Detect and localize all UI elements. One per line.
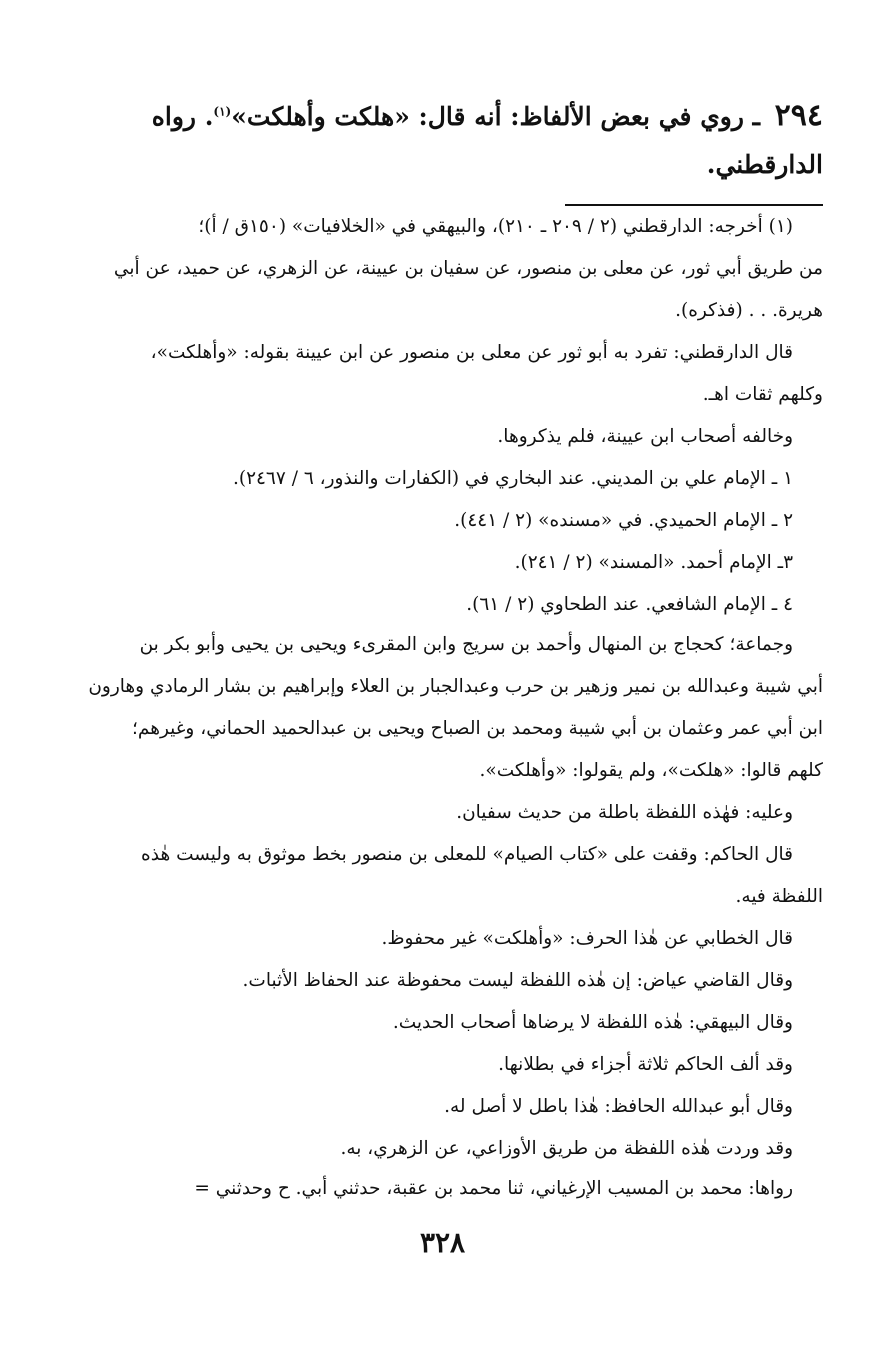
- footnote-line: أبي شيبة وعبدالله بن نمير وزهير بن حرب وعبدالجبار بن العلاء وإبراهيم بن بشار الرمادي وهارون: [88, 676, 823, 697]
- footnote-line: وكلهم ثقات اهـ.: [702, 384, 823, 405]
- footnote-line: هريرة. . . (فذكره).: [675, 300, 823, 321]
- footnote-line: ٣ـ الإمام أحمد. «المسند» (٢ / ٢٤١).: [514, 552, 793, 573]
- hadith-heading-line-2: الدارقطني.: [706, 150, 823, 179]
- footnote-line: ١ ـ الإمام علي بن المديني. عند البخاري في (الكفارات والنذور، ٦ / ٢٤٦٧).: [232, 468, 793, 489]
- footnote-line: وجماعة؛ كحجاج بن المنهال وأحمد بن سريج وابن المقرىء ويحيى بن يحيى وأبو بكر بن: [139, 634, 793, 655]
- footnote-line: كلهم قالوا: «هلكت»، ولم يقولوا: «وأهلكت».: [479, 760, 823, 781]
- footnote-line: وقد ألف الحاكم ثلاثة أجزاء في بطلانها.: [498, 1054, 793, 1075]
- footnote-line: ٤ ـ الإمام الشافعي. عند الطحاوي (٢ / ٦١).: [466, 594, 793, 615]
- footnote-line: وخالفه أصحاب ابن عيينة، فلم يذكروها.: [497, 426, 793, 447]
- page-number: ٣٢٨: [419, 1226, 466, 1259]
- footnote-line: من طريق أبي ثور، عن معلى بن منصور، عن سفيان بن عيينة، عن الزهري، عن حميد، عن أبي: [113, 258, 823, 279]
- footnote-line: (١) أخرجه: الدارقطني (٢ / ٢٠٩ ـ ٢١٠)، والبيهقي في «الخلافيات» (١٥٠ق / أ)؛: [198, 216, 793, 237]
- hadith-text-end: . رواه: [151, 102, 214, 131]
- footnote-reference: (١): [213, 104, 232, 119]
- footnote-line: وعليه: فهٰذه اللفظة باطلة من حديث سفيان.: [456, 802, 793, 823]
- footnote-line: ٢ ـ الإمام الحميدي. في «مسنده» (٢ / ٤٤١).: [454, 510, 793, 531]
- footnote-line: قال الحاكم: وقفت على «كتاب الصيام» للمعلى بن منصور بخط موثوق به وليست هٰذه: [141, 844, 793, 865]
- footnote-line: ابن أبي عمر وعثمان بن أبي شيبة ومحمد بن الصباح ويحيى بن عبدالحميد الحماني، وغيرهم؛: [132, 718, 823, 739]
- footnote-line: وقال القاضي عياض: إن هٰذه اللفظة ليست محفوظة عند الحفاظ الأثبات.: [242, 970, 793, 991]
- footnote-line: قال الدارقطني: تفرد به أبو ثور عن معلى بن منصور عن ابن عيينة بقوله: «وأهلكت»،: [150, 342, 793, 363]
- hadith-heading: [152, 98, 823, 133]
- footnote-line: وقال البيهقي: هٰذه اللفظة لا يرضاها أصحاب الحديث.: [392, 1012, 793, 1033]
- footnote-line: قال الخطابي عن هٰذا الحرف: «وأهلكت» غير محفوظ.: [381, 928, 793, 949]
- footnote-line: رواها: محمد بن المسيب الإرغياني، ثنا محمد بن عقبة، حدثني أبي. ح وحدثني =: [194, 1178, 793, 1199]
- hadith-text: ـ روي في بعض الألفاظ: أنه قال: «هلكت وأهلكت»: [231, 102, 760, 131]
- footnote-line: اللفظة فيه.: [735, 886, 823, 907]
- footnote-line: وقال أبو عبدالله الحافظ: هٰذا باطل لا أصل له.: [444, 1096, 793, 1117]
- footnote-separator: [565, 204, 823, 206]
- footnote-line: وقد وردت هٰذه اللفظة من طريق الأوزاعي، عن الزهري، به.: [340, 1138, 793, 1159]
- hadith-number: ٢٩٤: [774, 98, 823, 133]
